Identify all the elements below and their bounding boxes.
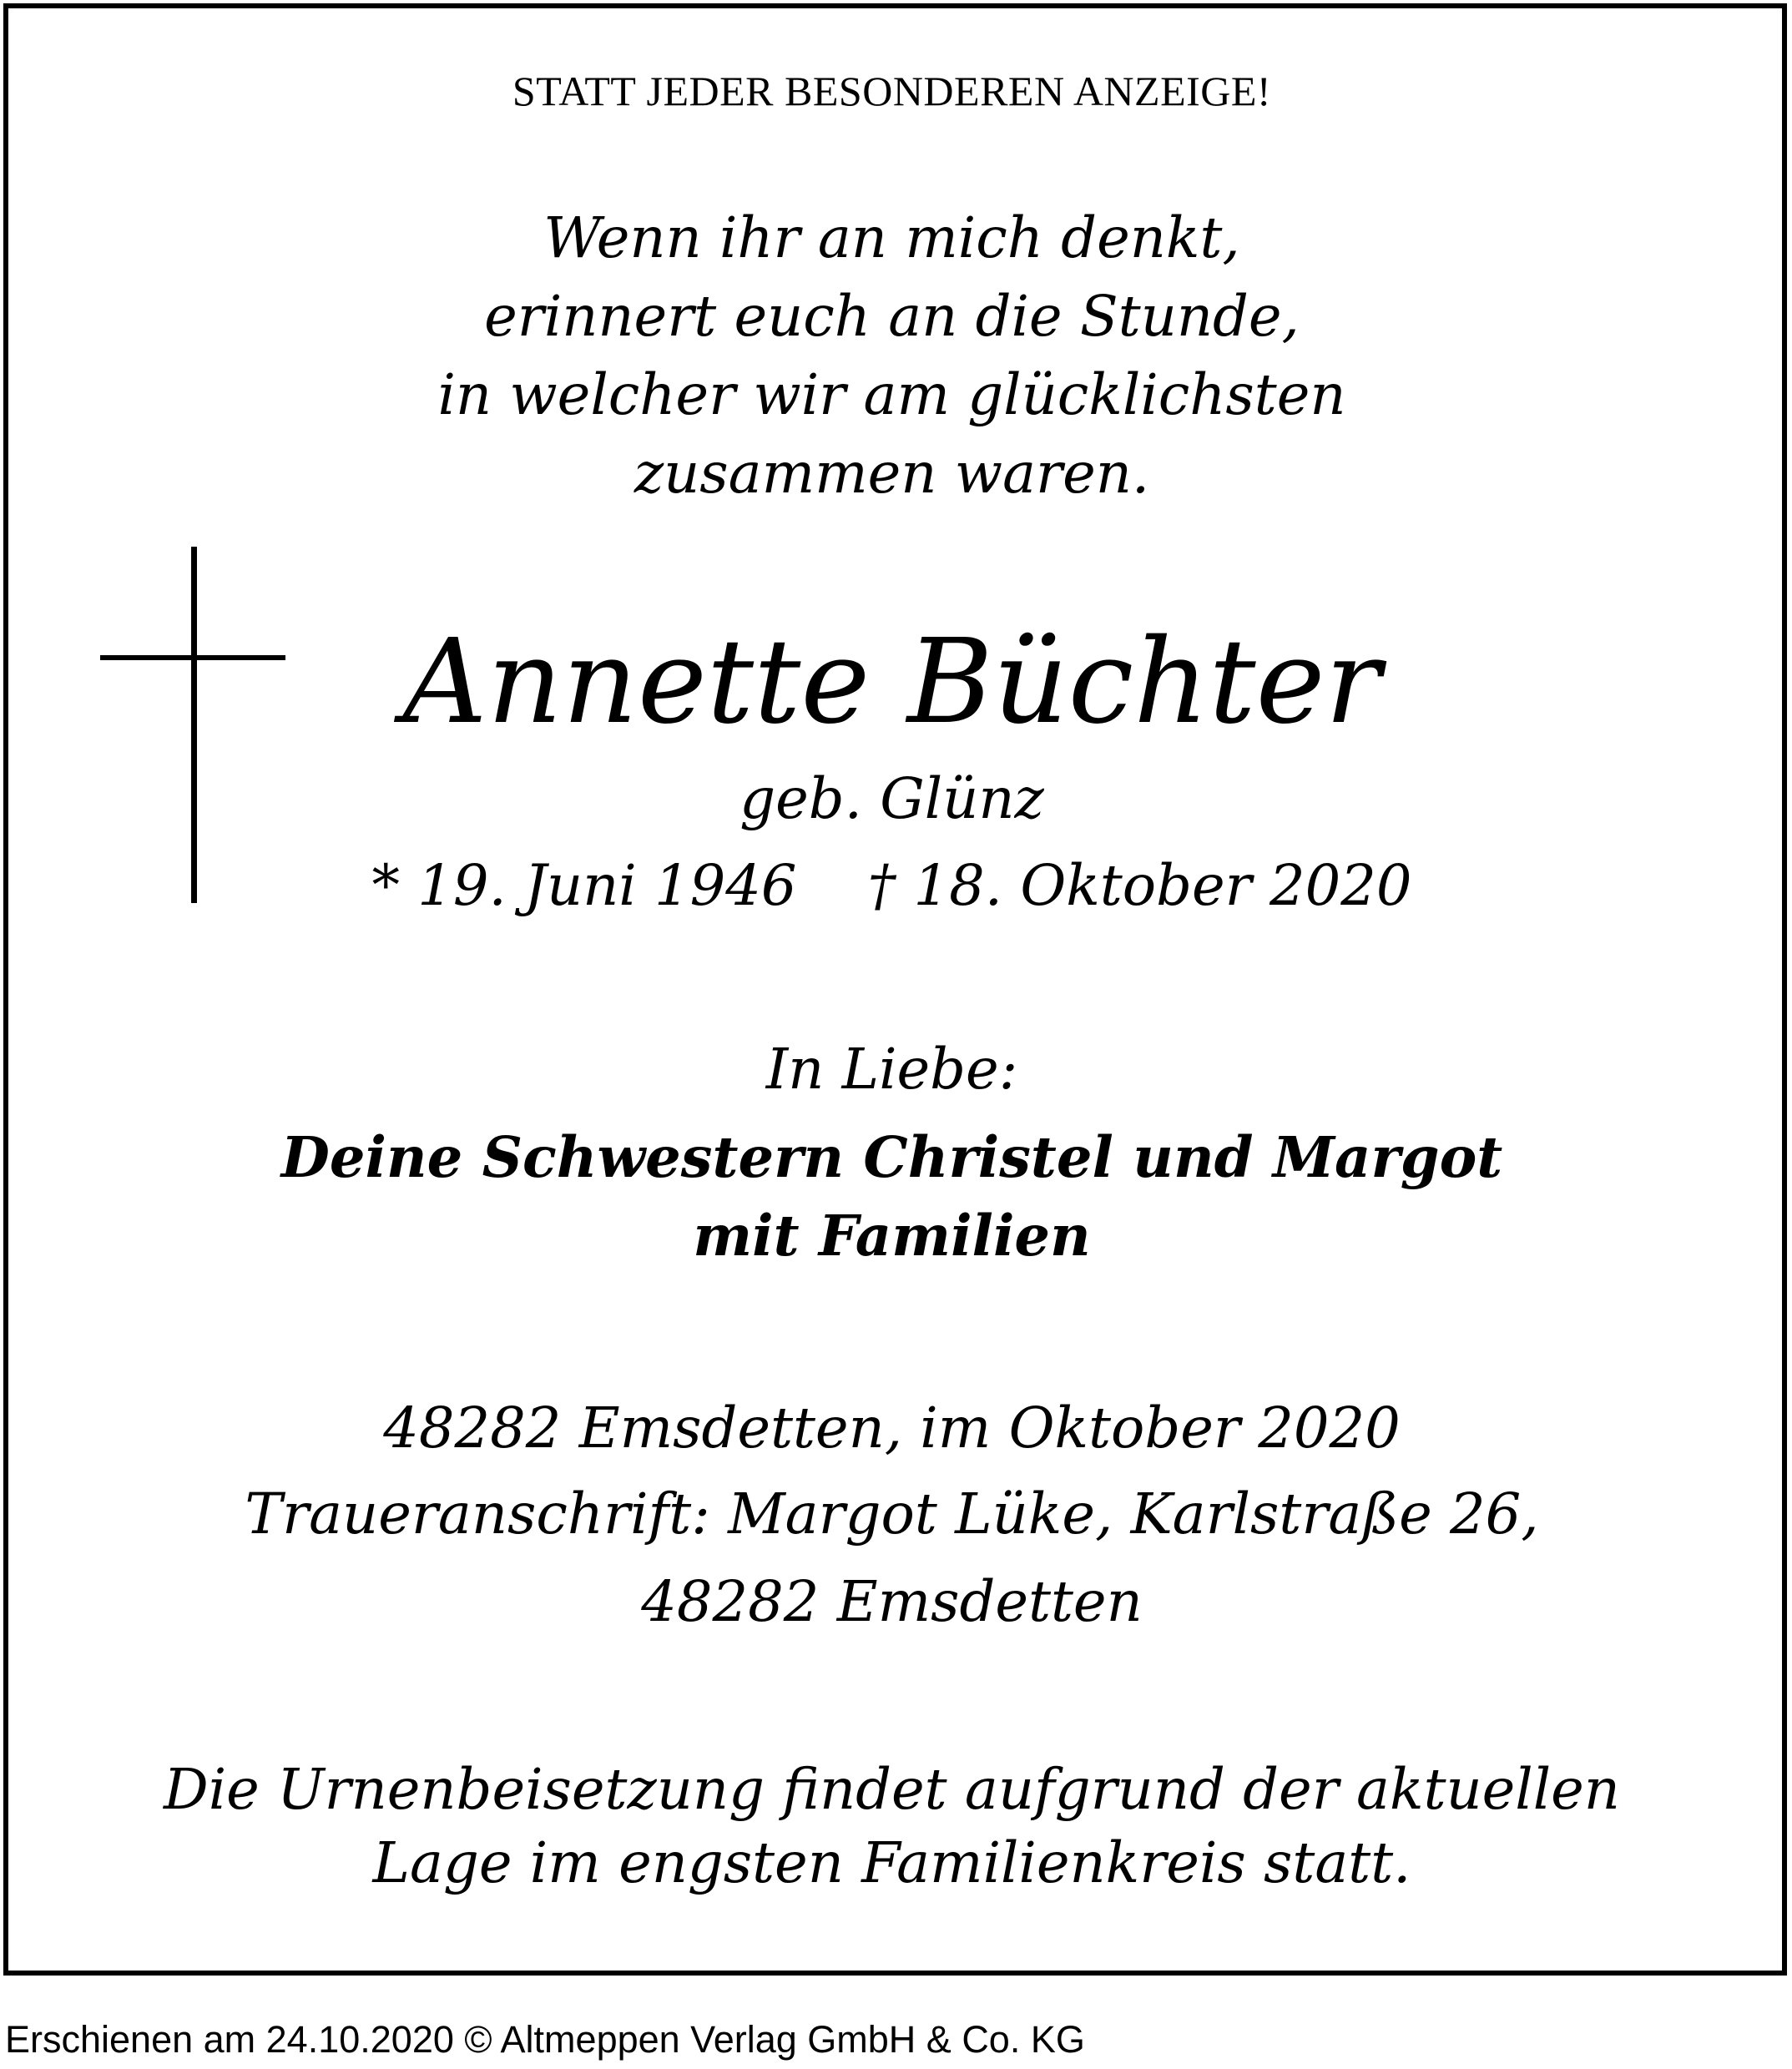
mourning-address-city: 48282 Emsdetten bbox=[641, 1569, 1143, 1634]
mourning-address: Traueranschrift: Margot Lüke, Karlstraße 26, bbox=[245, 1481, 1539, 1547]
burial-note-line: Lage im engsten Familienkreis statt. bbox=[372, 1830, 1411, 1895]
deceased-name: Annette Büchter bbox=[402, 614, 1381, 750]
in-love-label: In Liebe: bbox=[765, 1037, 1018, 1102]
poem-line: in welcher wir am glücklichsten bbox=[437, 362, 1346, 427]
maiden-name: geb. Glünz bbox=[740, 766, 1044, 831]
mourners bbox=[0, 1118, 1784, 1275]
mourners-line: Deine Schwestern Christel und Margot bbox=[280, 1124, 1503, 1190]
notice-header: STATT JEDER BESONDEREN ANZEIGE! bbox=[512, 68, 1272, 114]
mourners-line: mit Familien bbox=[693, 1203, 1091, 1269]
poem-line: Wenn ihr an mich denkt, bbox=[543, 205, 1240, 270]
poem-line: erinnert euch an die Stunde, bbox=[484, 284, 1300, 349]
burial-note bbox=[0, 1753, 1784, 1900]
place-date: 48282 Emsdetten, im Oktober 2020 bbox=[383, 1395, 1401, 1461]
poem bbox=[0, 199, 1784, 512]
burial-note-line: Die Urnenbeisetzung findet aufgrund der aktuellen bbox=[164, 1757, 1620, 1822]
publication-footer: Erschienen am 24.10.2020 © Altmeppen Verlag GmbH & Co. KG bbox=[5, 2018, 1085, 2061]
life-dates: * 19. Juni 1946 † 18. Oktober 2020 bbox=[371, 853, 1412, 918]
poem-line: zusammen waren. bbox=[634, 441, 1150, 506]
